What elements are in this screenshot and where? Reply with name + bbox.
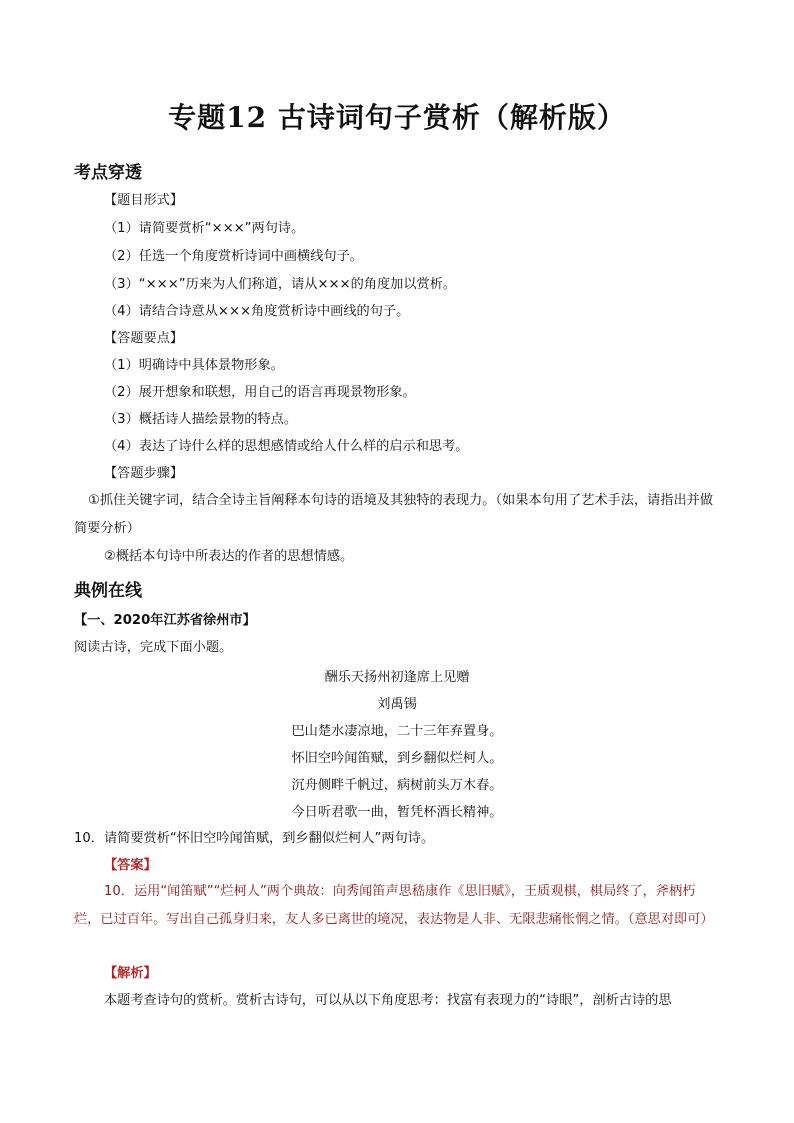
- poem-author: 刘禹锡: [377, 697, 417, 712]
- form-item: （2）任选一个角度赏析诗词中画横线句子。: [104, 249, 363, 264]
- section-heading-exam-points: 考点穿透: [74, 163, 142, 183]
- poem-line: 沉舟侧畔千帆过，病树前头万木春。: [291, 778, 503, 793]
- point-item: （1）明确诗中具体景物形象。: [104, 358, 284, 373]
- section-heading-examples: 典例在线: [74, 581, 142, 601]
- form-item: （1）请简要赏析“×××”两句诗。: [104, 221, 305, 236]
- answer-text: 10．运用“闻笛赋”“烂柯人”两个典故：向秀闻笛声思嵇康作《思旧赋》，王质观棋，棋局终了，斧柄朽烂，已过百年。写出自己孤身归来，友人多已离世的境况，表达物是人非、无限悲痛怅惘之情。（意思对即可）: [74, 884, 714, 927]
- steps-heading: 【答题步骤】: [104, 466, 184, 481]
- analysis-text: 本题考查诗句的赏析。赏析古诗句，可以从以下角度思考：找富有表现力的“诗眼”，剖析古诗的思: [104, 993, 672, 1008]
- reading-instruction: 阅读古诗，完成下面小题。: [74, 640, 233, 655]
- point-item: （3）概括诗人描绘景物的特点。: [104, 412, 298, 427]
- poem-title: 酬乐天扬州初逢席上见赠: [324, 670, 470, 685]
- answer-heading: 【答案】: [104, 858, 157, 873]
- form-heading: 【题目形式】: [104, 193, 184, 208]
- form-item: （3）“×××”历来为人们称道，请从×××的角度加以赏析。: [104, 277, 457, 292]
- step-2: ②概括本句诗中所表达的作者的思想情感。: [104, 549, 354, 564]
- point-item: （4）表达了诗什么样的思想感情或给人什么样的启示和思考。: [104, 439, 469, 454]
- form-item: （4）请结合诗意从×××角度赏析诗中画线的句子。: [104, 304, 410, 319]
- poem-line: 怀旧空吟闻笛赋，到乡翻似烂柯人。: [291, 751, 503, 766]
- point-item: （2）展开想象和联想，用自己的语言再现景物形象。: [104, 385, 416, 400]
- step-1: ①抓住关键字词，结合全诗主旨阐释本句诗的语境及其独特的表现力。（如果本句用了艺术手法，请指出并做简要分析）: [74, 493, 714, 536]
- case-heading: 【一、2020年江苏省徐州市】: [74, 613, 256, 628]
- poem-line: 今日听君歌一曲，暂凭杯酒长精神。: [291, 805, 503, 820]
- analysis-heading: 【解析】: [104, 966, 157, 981]
- page-title: 专题12 古诗词句子赏析（解析版）: [168, 101, 626, 134]
- points-heading: 【答题要点】: [104, 331, 184, 346]
- poem-line: 巴山楚水凄凉地，二十三年弃置身。: [291, 724, 503, 739]
- question: 10．请简要赏析“怀旧空吟闻笛赋，到乡翻似烂柯人”两句诗。: [74, 831, 435, 846]
